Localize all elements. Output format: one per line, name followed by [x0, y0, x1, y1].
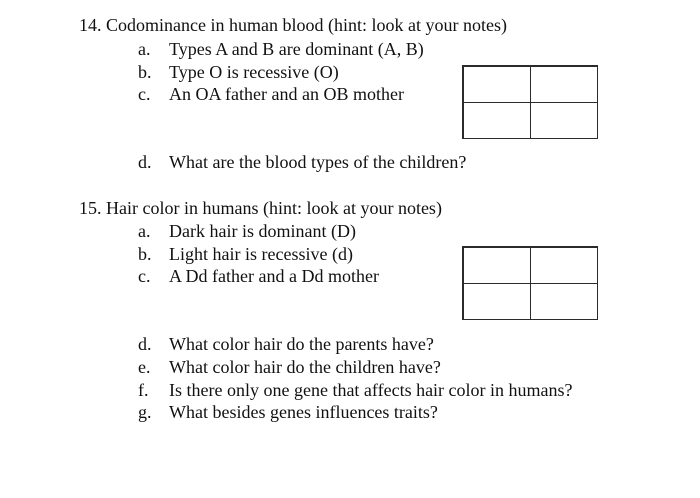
item-letter: b. [138, 62, 152, 82]
item-text: A Dd father and a Dd mother [169, 266, 379, 286]
item-text: What color hair do the parents have? [169, 334, 434, 354]
item-letter: a. [138, 39, 151, 59]
punnett-cell [463, 247, 531, 284]
item-text: What color hair do the children have? [169, 357, 441, 377]
item-letter: e. [138, 357, 151, 377]
item-letter: c. [138, 266, 151, 286]
question-14-title: 14. Codominance in human blood (hint: look at your notes) [79, 15, 507, 35]
punnett-square-14 [462, 65, 598, 139]
punnett-cell [530, 247, 598, 284]
item-text: What are the blood types of the children? [169, 152, 467, 172]
item-letter: f. [138, 380, 149, 400]
item-letter: g. [138, 402, 152, 422]
item-text: Is there only one gene that affects hair color in humans? [169, 380, 573, 400]
item-text: Light hair is recessive (d) [169, 244, 353, 264]
punnett-cell [530, 283, 598, 320]
item-letter: c. [138, 84, 151, 104]
item-text: Dark hair is dominant (D) [169, 221, 356, 241]
item-letter: d. [138, 152, 152, 172]
punnett-cell [530, 102, 598, 139]
question-15-title: 15. Hair color in humans (hint: look at your notes) [79, 198, 442, 218]
punnett-cell [463, 102, 531, 139]
punnett-cell [463, 66, 531, 103]
item-text: Types A and B are dominant (A, B) [169, 39, 424, 59]
punnett-cell [463, 283, 531, 320]
item-letter: b. [138, 244, 152, 264]
item-text: An OA father and an OB mother [169, 84, 404, 104]
item-letter: a. [138, 221, 151, 241]
punnett-square-15 [462, 246, 598, 320]
item-text: Type O is recessive (O) [169, 62, 339, 82]
item-letter: d. [138, 334, 152, 354]
item-text: What besides genes influences traits? [169, 402, 438, 422]
punnett-cell [530, 66, 598, 103]
